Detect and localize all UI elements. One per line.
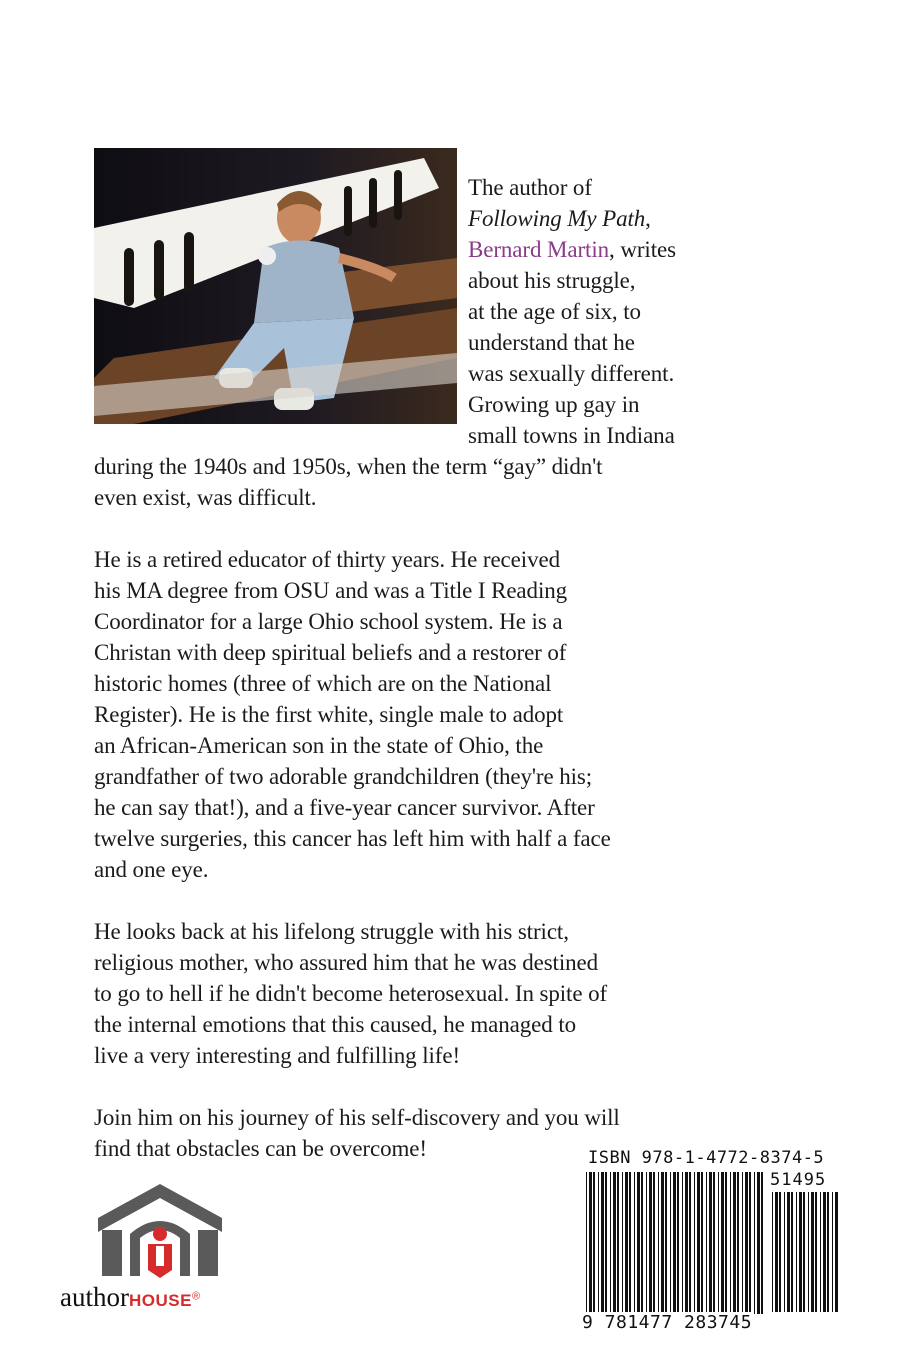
barcode-bar bbox=[730, 1172, 731, 1314]
barcode-bar bbox=[625, 1172, 628, 1314]
text-line: the internal emotions that this caused, he managed to bbox=[94, 1012, 577, 1037]
barcode-bar bbox=[610, 1172, 611, 1314]
text-line: to go to hell if he didn't become heterosexual. In spite of bbox=[94, 981, 608, 1006]
text-line: Christan with deep spiritual beliefs and a restorer of bbox=[94, 640, 567, 665]
price-code: 51495 bbox=[770, 1170, 827, 1190]
text-line: Register). He is the first white, single male to adopt bbox=[94, 702, 564, 727]
barcode-bar bbox=[823, 1192, 826, 1312]
publisher-name-author: author bbox=[60, 1282, 129, 1312]
barcode-bar bbox=[721, 1172, 724, 1314]
barcode-bar bbox=[593, 1172, 595, 1314]
text-line: an African-American son in the state of Ohio, the bbox=[94, 733, 544, 758]
barcode-bar bbox=[689, 1172, 691, 1314]
barcode-bar bbox=[815, 1192, 817, 1312]
barcode-bar bbox=[779, 1192, 781, 1312]
barcode-bar bbox=[787, 1192, 790, 1312]
barcode-bar bbox=[682, 1172, 683, 1314]
text-line: He looks back at his lifelong struggle with his strict, bbox=[94, 919, 569, 944]
author-name: Bernard Martin bbox=[468, 237, 610, 262]
text-line: grandfather of two adorable grandchildren (they're his; bbox=[94, 764, 593, 789]
barcode-bar bbox=[634, 1172, 635, 1314]
text-line: live a very interesting and fulfilling life! bbox=[94, 1043, 461, 1068]
barcode-bar bbox=[725, 1172, 727, 1314]
text-line: was sexually different. bbox=[468, 361, 675, 386]
barcode-icon bbox=[584, 1172, 764, 1322]
barcode-bar bbox=[694, 1172, 695, 1314]
barcode-bar bbox=[713, 1172, 715, 1314]
text-line bbox=[468, 203, 744, 234]
barcode-addon-icon bbox=[770, 1192, 838, 1320]
text-line: The author of bbox=[468, 175, 592, 200]
barcode-bar bbox=[761, 1172, 763, 1314]
barcode-bar bbox=[670, 1172, 671, 1314]
barcode-bar bbox=[685, 1172, 688, 1314]
text-line: understand that he bbox=[468, 330, 635, 355]
barcode-bar bbox=[706, 1172, 707, 1314]
barcode-bar bbox=[629, 1172, 631, 1314]
barcode-bar bbox=[754, 1172, 755, 1314]
barcode-bar bbox=[811, 1192, 814, 1312]
text-line: he can say that!), and a five-year cancer survivor. After bbox=[94, 795, 595, 820]
barcode-bar bbox=[677, 1172, 679, 1314]
publisher-wordmark bbox=[60, 1282, 200, 1313]
barcode-bar bbox=[827, 1192, 829, 1312]
barcode-bar bbox=[617, 1172, 619, 1314]
barcode-bar bbox=[799, 1192, 802, 1312]
barcode-bar bbox=[613, 1172, 616, 1314]
barcode-bar bbox=[665, 1172, 667, 1314]
barcode-bar bbox=[733, 1172, 736, 1314]
barcode-bar bbox=[701, 1172, 703, 1314]
text-line: and one eye. bbox=[94, 857, 209, 882]
barcode-bar bbox=[745, 1172, 748, 1314]
blurb bbox=[94, 172, 744, 1164]
text-line: He is a retired educator of thirty years. He received bbox=[94, 547, 560, 572]
text-line: Growing up gay in bbox=[468, 392, 640, 417]
isbn-digits: 9 781477 283745 bbox=[582, 1312, 753, 1333]
barcode-bar bbox=[820, 1192, 821, 1312]
barcode-bar bbox=[737, 1172, 739, 1314]
paragraph-1-wrapped bbox=[468, 172, 744, 451]
barcode-bar bbox=[709, 1172, 712, 1314]
barcode-bar bbox=[653, 1172, 655, 1314]
barcode-bar bbox=[835, 1192, 838, 1312]
text-line: find that obstacles can be overcome! bbox=[94, 1136, 427, 1161]
barcode-bar bbox=[757, 1172, 760, 1314]
paragraph-3 bbox=[94, 916, 744, 1071]
publisher-name-house: HOUSE bbox=[128, 1291, 192, 1310]
text-fragment: , writes bbox=[609, 237, 676, 262]
barcode bbox=[584, 1148, 842, 1336]
barcode-bar bbox=[749, 1172, 751, 1314]
isbn-label: ISBN 978-1-4772-8374-5 bbox=[588, 1148, 825, 1168]
barcode-bar bbox=[637, 1172, 640, 1314]
barcode-bar bbox=[605, 1172, 607, 1314]
text-line: Coordinator for a large Ohio school system. He is a bbox=[94, 609, 563, 634]
authorhouse-logo-icon bbox=[90, 1178, 230, 1278]
barcode-bar bbox=[649, 1172, 652, 1314]
paragraph-2 bbox=[94, 544, 744, 885]
barcode-bar bbox=[622, 1172, 623, 1314]
text-line bbox=[468, 234, 744, 265]
barcode-bar bbox=[641, 1172, 643, 1314]
text-line: small towns in Indiana bbox=[468, 423, 675, 448]
barcode-bar bbox=[808, 1192, 809, 1312]
publisher-logo bbox=[60, 1178, 260, 1328]
text-line: his MA degree from OSU and was a Title I Reading bbox=[94, 578, 568, 603]
barcode-bar bbox=[697, 1172, 700, 1314]
barcode-bar bbox=[742, 1172, 743, 1314]
barcode-bar bbox=[796, 1192, 797, 1312]
barcode-bar bbox=[598, 1172, 599, 1314]
barcode-bar bbox=[673, 1172, 676, 1314]
barcode-bar bbox=[589, 1172, 592, 1314]
text-line: during the 1940s and 1950s, when the term “gay” didn't bbox=[94, 454, 603, 479]
text-line: about his struggle, bbox=[468, 268, 636, 293]
text-line: at the age of six, to bbox=[468, 299, 641, 324]
barcode-bar bbox=[775, 1192, 778, 1312]
text-fragment: , bbox=[645, 206, 651, 231]
book-title: Following My Path bbox=[468, 206, 646, 231]
barcode-bar bbox=[658, 1172, 659, 1314]
barcode-bar bbox=[803, 1192, 805, 1312]
text-line: even exist, was difficult. bbox=[94, 485, 317, 510]
barcode-bar bbox=[832, 1192, 833, 1312]
barcode-bar bbox=[784, 1192, 785, 1312]
registered-mark: ® bbox=[191, 1290, 201, 1303]
text-line: historic homes (three of which are on the National bbox=[94, 671, 552, 696]
text-line: twelve surgeries, this cancer has left him with half a face bbox=[94, 826, 611, 851]
barcode-bar bbox=[586, 1172, 587, 1314]
barcode-bar bbox=[791, 1192, 793, 1312]
text-line: religious mother, who assured him that he was destined bbox=[94, 950, 599, 975]
text-line: Join him on his journey of his self-discovery and you will bbox=[94, 1105, 620, 1130]
barcode-bar bbox=[718, 1172, 719, 1314]
barcode-bar bbox=[646, 1172, 647, 1314]
barcode-bar bbox=[772, 1192, 773, 1312]
barcode-bar bbox=[601, 1172, 604, 1314]
barcode-bar bbox=[661, 1172, 664, 1314]
